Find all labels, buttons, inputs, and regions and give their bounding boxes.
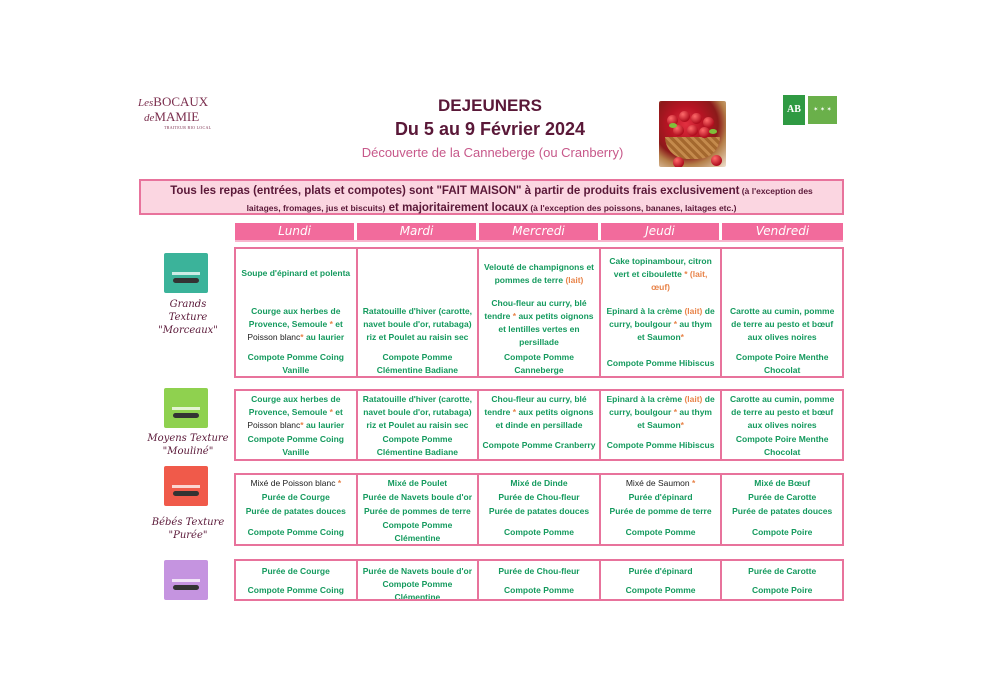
allergen: œuf) <box>651 282 671 292</box>
icon-label-bar <box>172 485 200 488</box>
menu-cell-mardi <box>358 561 480 599</box>
plat-text: curry, boulgour <box>609 407 672 417</box>
puree: Purée de patates douces <box>732 506 833 516</box>
bebes-menu-row <box>234 473 844 546</box>
entree-text: pommes de terre <box>494 275 564 285</box>
plat-line <box>481 310 597 323</box>
menu-cell-mercredi <box>479 391 601 459</box>
icon-age-badge <box>173 491 199 496</box>
menu-cell-mercredi <box>479 561 601 599</box>
category-label-line: "Morceaux" <box>158 325 218 336</box>
asterisk: * <box>300 332 304 342</box>
plat-line: et lentilles vertes en <box>498 324 580 334</box>
grands-menu-row <box>234 247 844 378</box>
day-header-mardi: Mardi <box>357 223 476 240</box>
leaf <box>669 123 677 128</box>
berry <box>679 111 690 122</box>
logo-tagline: TRAITEUR BIO LOCAL <box>164 125 212 130</box>
allergen-lait: (lait) <box>565 275 584 285</box>
dessert: Compote Poire Menthe <box>735 352 829 362</box>
plat-line: aux olives noires <box>747 332 817 342</box>
entree: Velouté de champignons et <box>483 262 595 272</box>
puree: Purée d'épinard <box>628 492 693 502</box>
plat-text: tendre <box>484 311 511 321</box>
menu-cell-vendredi <box>722 475 842 544</box>
plat-line <box>481 406 597 419</box>
petits-menu-row <box>234 559 844 601</box>
grands-category-icon <box>164 253 208 293</box>
plat-text: curry, boulgour <box>609 319 672 329</box>
dessert: Clémentine Badiane <box>376 365 459 375</box>
menu-cell-jeudi <box>601 475 723 544</box>
puree: Purée de Navets boule d'or <box>362 492 473 502</box>
plat-line: riz et Poulet au raisin sec <box>366 420 469 430</box>
plat-line: et dinde en persillade <box>495 420 583 430</box>
entree: Cake topinambour, citron <box>609 256 712 266</box>
plat-line <box>603 419 719 432</box>
plat-line <box>238 419 354 432</box>
plat-line <box>603 305 719 318</box>
petits-category-icon <box>164 560 208 600</box>
banner-note: laitages, fromages, jus et biscuits) <box>246 203 386 213</box>
menu-cell-vendredi <box>722 561 842 599</box>
plat-text: de <box>702 394 715 404</box>
plat-text: aux petits oignons <box>516 311 594 321</box>
grands-category-label <box>150 298 226 337</box>
puree: Purée de Chou-fleur <box>498 566 580 576</box>
header-divider <box>235 240 843 242</box>
dessert: Compote Pomme Hibiscus <box>606 440 715 450</box>
plat-line: Provence, Semoule * et <box>248 407 343 417</box>
berry <box>691 113 702 124</box>
banner-note: (à l'exception des <box>739 186 813 196</box>
menu-cell-vendredi <box>722 249 842 376</box>
plat-line <box>238 331 354 344</box>
asterisk: * <box>671 407 678 417</box>
plat-text: et Saumon <box>637 332 681 342</box>
plat-line: Provence, Semoule * et <box>248 319 343 329</box>
bebes-category-icon <box>164 466 208 506</box>
asterisk: * <box>335 478 342 488</box>
mixe-line <box>603 477 719 490</box>
asterisk: * <box>510 311 517 321</box>
puree: Purée de pommes de terre <box>364 506 471 516</box>
asterisk: * <box>510 407 517 417</box>
puree: Purée de patates douces <box>488 506 590 516</box>
plat-line: de terre au pesto et bœuf <box>731 319 834 329</box>
mixe-line: Mixé de Poulet <box>387 478 448 488</box>
plat-line <box>603 406 719 419</box>
banner-main-text: et majoritairement locaux <box>385 202 528 214</box>
mixe-line <box>238 477 354 490</box>
dessert: Chocolat <box>763 365 801 375</box>
puree: Purée de pomme de terre <box>609 506 712 516</box>
plat-line: persillade <box>519 337 559 347</box>
moyens-category-label <box>144 432 232 458</box>
dessert: Compote Pomme <box>504 352 574 362</box>
allergen-lait: (lait) <box>684 394 703 404</box>
menu-cell-mardi <box>358 249 480 376</box>
asterisk: * <box>681 269 688 279</box>
brand-logo <box>138 95 228 129</box>
menu-cell-mercredi <box>479 249 601 376</box>
dessert: Compote Poire <box>751 585 813 595</box>
banner-main-text: Tous les repas (entrées, plats et compotes) sont "FAIT MAISON" à partir de produits frais exclusivement <box>170 185 740 197</box>
puree: Purée de Chou-fleur <box>498 492 580 502</box>
dessert: Compote Pomme Coing <box>247 527 344 537</box>
dessert: Compote Poire Menthe <box>735 434 829 444</box>
plat-text: Provence, Semoule <box>248 407 328 417</box>
entree <box>603 268 719 281</box>
category-label-line: Moyens Texture <box>147 433 229 444</box>
plat-line: Chou-fleur au curry, blé <box>491 394 587 404</box>
dessert: Vanille <box>282 365 310 375</box>
puree: Purée de patates douces <box>245 506 346 516</box>
logo-script-de: de <box>144 112 155 124</box>
logo-script-les: Les <box>138 97 154 109</box>
day-header-lundi: Lundi <box>235 223 354 240</box>
mixe-text: Mixé de Poisson blanc <box>250 478 336 488</box>
plat-line: Courge aux herbes de <box>251 394 341 404</box>
dessert: Compote Pomme Coing <box>247 352 344 362</box>
dessert: Clémentine <box>394 592 441 599</box>
plat-text: au thym <box>677 319 712 329</box>
plat-line: navet boule d'or, rutabaga) <box>363 319 472 329</box>
dessert: Compote Pomme <box>382 579 453 589</box>
page-title: DEJEUNERS <box>438 96 542 115</box>
bebes-category-label <box>144 516 232 542</box>
menu-cell-mardi <box>358 391 480 459</box>
icon-age-badge <box>173 413 199 418</box>
category-label-line: "Mouliné" <box>162 446 214 457</box>
dessert: Compote Pomme Coing <box>247 434 344 444</box>
plat-text: tendre <box>484 407 511 417</box>
dessert: Canneberge <box>514 365 564 375</box>
leaf <box>709 129 717 134</box>
menu-cell-jeudi <box>601 249 723 376</box>
asterisk: * <box>680 332 684 342</box>
puree: Purée de Courge <box>261 566 330 576</box>
plat-text: Provence, Semoule <box>248 319 328 329</box>
plat-line: Ratatouille d'hiver (carotte, <box>362 394 473 404</box>
moyens-menu-row <box>234 389 844 461</box>
entree: Soupe d'épinard et polenta <box>241 268 351 278</box>
allergen-lait: (lait) <box>684 306 703 316</box>
plat-line: Carotte au cumin, pomme <box>729 306 835 316</box>
asterisk: * <box>680 420 684 430</box>
asterisk: * <box>327 319 333 329</box>
day-header-vendredi: Vendredi <box>722 223 843 240</box>
plat-line: Ratatouille d'hiver (carotte, <box>362 306 473 316</box>
plat-line: Carotte au cumin, pomme <box>729 394 835 404</box>
plat-line: navet boule d'or, rutabaga) <box>363 407 472 417</box>
plat-text: au laurier <box>303 420 345 430</box>
berry <box>673 157 684 167</box>
banner-note: (à l'exception des poissons, bananes, laitages etc.) <box>527 203 737 213</box>
plat-text: Poisson blanc <box>247 420 301 430</box>
dessert: Compote Pomme <box>504 585 574 595</box>
plat-text: Epinard à la crème <box>606 306 685 316</box>
plat-line: Courge aux herbes de <box>251 306 341 316</box>
category-label-line: "Purée" <box>168 530 208 541</box>
plat-line: Chou-fleur au curry, blé <box>491 298 587 308</box>
menu-cell-lundi <box>236 475 358 544</box>
menu-cell-mercredi <box>479 475 601 544</box>
puree: Purée d'épinard <box>628 566 693 576</box>
ab-organic-logo: AB <box>783 95 805 125</box>
plat-line: aux olives noires <box>747 420 817 430</box>
menu-cell-mardi <box>358 475 480 544</box>
allergen: (lait, <box>689 269 708 279</box>
date-range: Du 5 au 9 Février 2024 <box>394 119 586 139</box>
menu-cell-jeudi <box>601 391 723 459</box>
plat-line: de terre au pesto et bœuf <box>731 407 834 417</box>
category-label-line: Grands <box>169 299 207 310</box>
dessert: Compote Pomme <box>382 434 453 444</box>
cranberry-basket-image <box>659 101 726 167</box>
asterisk: * <box>327 407 333 417</box>
menu-cell-jeudi <box>601 561 723 599</box>
plat-line <box>603 331 719 344</box>
icon-age-badge <box>173 585 199 590</box>
plat-text: au laurier <box>303 332 345 342</box>
plat-text: Epinard à la crème <box>606 394 685 404</box>
dessert: Compote Pomme <box>625 585 696 595</box>
category-label-line: Bébés Texture <box>151 517 225 528</box>
entree-text: vert et ciboulette <box>613 269 682 279</box>
puree: Purée de Carotte <box>748 566 817 576</box>
puree: Purée de Courge <box>261 492 330 502</box>
berry <box>687 125 698 136</box>
puree: Purée de Navets boule d'or <box>362 566 473 576</box>
theme-subtitle: Découverte de la Canneberge (ou Cranberry) <box>361 145 624 160</box>
plat-line: riz et Poulet au raisin sec <box>366 332 469 342</box>
dessert: Compote Pomme <box>382 352 453 362</box>
dessert: Vanille <box>282 447 310 457</box>
logo-bocaux: BOCAUX <box>153 94 209 109</box>
plat-text: au thym <box>677 407 712 417</box>
icon-age-badge <box>173 278 199 283</box>
day-header-jeudi: Jeudi <box>601 223 719 240</box>
icon-label-bar <box>172 579 200 582</box>
menu-cell-vendredi <box>722 391 842 459</box>
day-header-mercredi: Mercredi <box>479 223 598 240</box>
berry <box>711 155 722 166</box>
mixe-line: Mixé de Dinde <box>510 478 568 488</box>
plat-text: et Saumon <box>637 420 681 430</box>
category-label-line: Texture <box>168 312 208 323</box>
icon-label-bar <box>172 407 200 410</box>
plat-line <box>603 393 719 406</box>
dessert: Compote Poire <box>751 527 813 537</box>
dessert: Compote Pomme <box>504 527 574 537</box>
fait-maison-banner <box>139 179 844 215</box>
plat-text: Poisson blanc <box>247 332 301 342</box>
eu-organic-logo: ✶ ✶ ✶ <box>807 95 838 125</box>
entree <box>481 274 597 287</box>
moyens-category-icon <box>164 388 208 428</box>
menu-cell-lundi <box>236 561 358 599</box>
dessert: Chocolat <box>763 447 801 457</box>
mixe-line: Mixé de Bœuf <box>754 478 811 488</box>
asterisk: * <box>671 319 678 329</box>
plat-line <box>603 318 719 331</box>
dessert: Clémentine Badiane <box>376 447 459 457</box>
menu-cell-lundi <box>236 391 358 459</box>
plat-text: aux petits oignons <box>516 407 594 417</box>
dessert: Compote Pomme <box>382 520 453 530</box>
puree: Purée de Carotte <box>748 492 817 502</box>
dessert: Compote Pomme Cranberry <box>482 440 596 450</box>
menu-cell-lundi <box>236 249 358 376</box>
dessert: Compote Pomme Hibiscus <box>606 358 715 368</box>
dessert: Compote Pomme <box>625 527 696 537</box>
plat-text: de <box>702 306 715 316</box>
logo-mamie: MAMIE <box>154 109 200 124</box>
dessert: Clémentine <box>394 533 441 543</box>
mixe-text: Mixé de Saumon <box>625 478 690 488</box>
icon-label-bar <box>172 272 200 275</box>
dessert: Compote Pomme Coing <box>247 585 344 595</box>
asterisk: * <box>300 420 304 430</box>
asterisk: * <box>689 478 696 488</box>
